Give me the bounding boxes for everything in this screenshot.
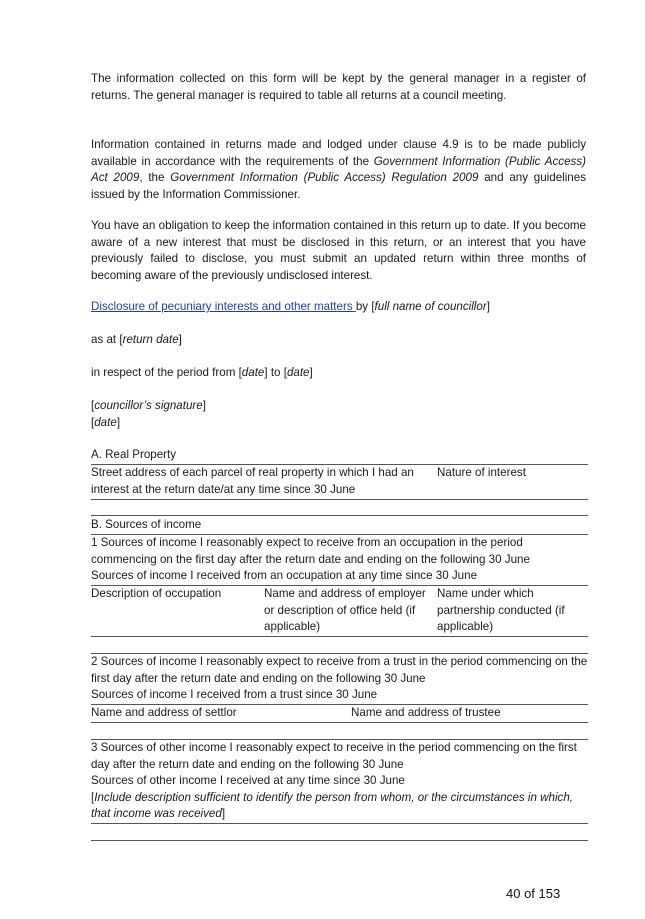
divider	[91, 823, 588, 824]
section-b-title: B. Sources of income	[91, 518, 202, 531]
divider	[91, 515, 588, 516]
intro-paragraph-3: You have an obligation to keep the information contained in this return up to date. If you become aware of a new interest that must be disclosed in this return, or an interest that you have previously failed to disclose, you must submit an updated return within three months of becoming aware of the previously undisclosed interest.	[91, 219, 586, 282]
other-income-note: Include description sufficient to identify the person from whom, or the circumstances in which, that income was received	[91, 790, 574, 820]
intro-paragraph-2	[91, 137, 586, 203]
col-employer-name-address: Name and address of employer or description of office held (if applicable)	[264, 587, 426, 633]
section-b-2-text: 2 Sources of income I reasonably expect to receive from a trust in the period commencing on the first day after the return date and ending on the following 30 June Sources of income I received from a trust since 30 June	[91, 655, 588, 701]
signature-block: [councillor’s signature] [date]	[91, 399, 206, 429]
act-title-1: Government Information (Public Access) Act 2009	[91, 154, 586, 184]
councillor-name-placeholder: full name of councillor	[374, 300, 487, 313]
p2-post: and any guidelines issued by the Information Commissioner.	[91, 171, 587, 201]
section-b-3-text: 3 Sources of other income I reasonably expect to receive in the period commencing on the first day after the return date and ending on the following 30 June Sources of other income I received at any time since 30 June [Include description sufficient to identify the person from whom, or the circumstances in which, that income was received]	[91, 741, 577, 820]
signature-date-placeholder: date	[94, 415, 117, 429]
period-line: in respect of the period from [date] to [date]	[91, 366, 313, 379]
p2-mid: , the	[139, 171, 171, 184]
col-description-of-occupation: Description of occupation	[91, 587, 222, 600]
section-a-header-row	[91, 465, 588, 499]
col-trustee: Name and address of trustee	[351, 706, 501, 719]
date-from-placeholder: date	[241, 366, 265, 379]
col-settlor: Name and address of settlor	[91, 706, 237, 719]
disclosure-link[interactable]: Disclosure of pecuniary interests and other matters	[91, 300, 356, 313]
date-to-placeholder: date	[286, 366, 310, 379]
intro-paragraph-1: The information collected on this form will be kept by the general manager in a register of returns. The general manager is required to table all returns at a council meeting.	[91, 72, 586, 102]
col-partnership-name: Name under which partnership conducted (if applicable)	[437, 587, 565, 633]
section-a-col-address: Street address of each parcel of real property in which I had an interest at the return date/at any time since 30 June	[91, 466, 414, 496]
divider	[91, 636, 588, 637]
divider	[91, 722, 588, 723]
page-number: 40 of 153	[506, 886, 561, 901]
section-b-1-text: 1 Sources of income I reasonably expect to receive from an occupation in the period commencing on the first day after the return date and ending on the following 30 June Sources of income I received from an occupation at any time since 30 June	[91, 536, 530, 582]
signature-placeholder: councillor’s signature	[94, 399, 203, 412]
section-a-col-nature: Nature of interest	[437, 466, 526, 479]
return-date-placeholder: return date	[122, 333, 179, 346]
regulation-title: Government Information (Public Access) Regulation 2009	[170, 171, 479, 184]
section-b-1-header-row	[91, 586, 588, 636]
as-at-line: as at [return date]	[91, 333, 182, 346]
p2-pre: Information contained in returns made and lodged under clause 4.9 is to be made publicly available in accordance with the requirements of the	[91, 138, 586, 168]
disclosure-heading: Disclosure of pecuniary interests and other matters by [full name of councillor]	[91, 300, 490, 313]
section-a-title: A. Real Property	[91, 448, 177, 461]
divider	[91, 840, 588, 841]
divider	[91, 499, 588, 500]
